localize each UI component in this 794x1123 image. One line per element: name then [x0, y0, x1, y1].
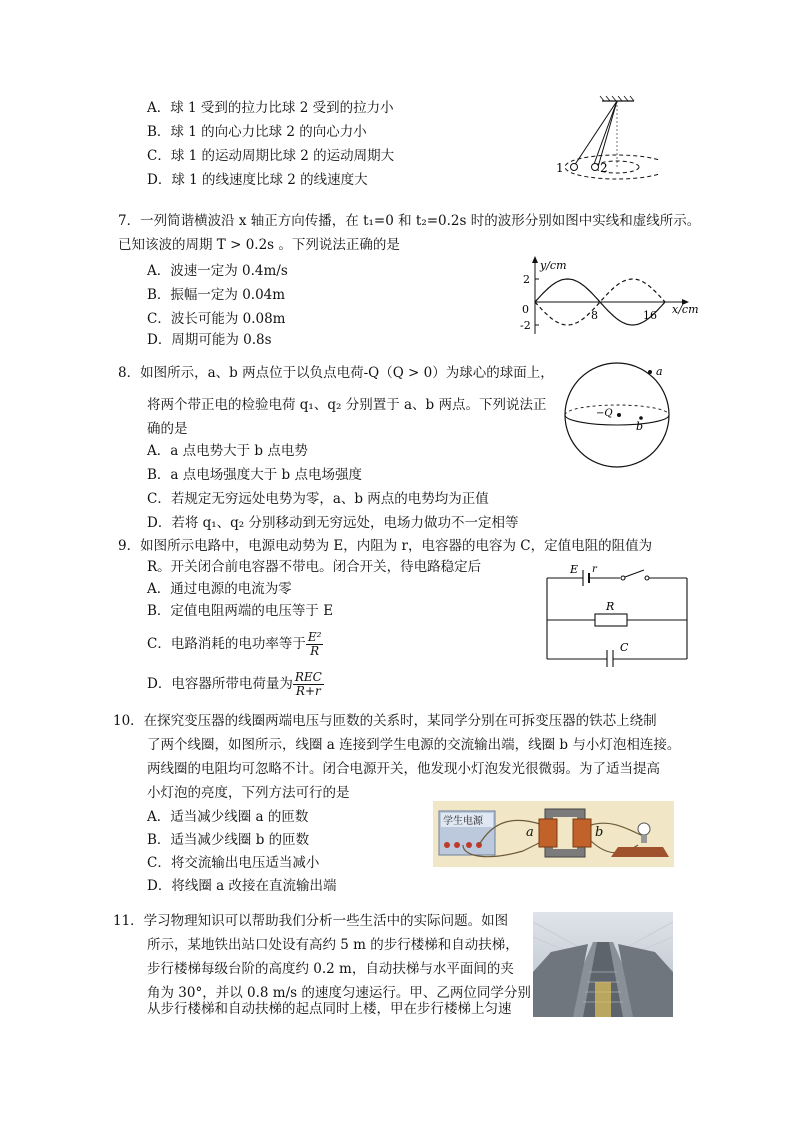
q10-option-b: B．适当减少线圈 b 的匝数 — [147, 832, 310, 848]
q9-option-a: A．通过电源的电流为零 — [147, 581, 292, 597]
q7-stem-line1: 7．一列简谐横波沿 x 轴正方向传播，在 t₁=0 和 t₂=0.2s 时的波形分别如图中实线和虚线所示。 — [118, 213, 701, 229]
circuit-label-r-internal: r — [592, 564, 597, 575]
circuit-label-c: C — [620, 641, 629, 654]
q7-stem-line2: 已知该波的周期 T > 0.2s 。下列说法正确的是 — [118, 237, 400, 253]
q7-option-a: A．波速一定为 0.4m/s — [147, 263, 288, 279]
q9-option-b: B．定值电阻两端的电压等于 E — [147, 603, 334, 619]
wave-ytick-minus2: -2 — [520, 319, 531, 332]
q9-option-c-numerator: E² — [307, 630, 322, 644]
q8-stem-line3: 确的是 — [147, 421, 188, 437]
coil-label-b: b — [595, 825, 604, 840]
q7-option-c: C．波长可能为 0.08m — [147, 311, 286, 327]
q9-option-d-text: D．电容器所带电荷量为 — [147, 676, 293, 692]
power-supply-label: 学生电源 — [443, 816, 483, 827]
circuit-figure — [540, 562, 695, 667]
circuit-label-e: E — [570, 563, 579, 576]
q8-stem-line2: 将两个带正电的检验电荷 q₁、q₂ 分别置于 a、b 两点。下列说法正 — [147, 397, 547, 413]
q10-option-d: D．将线圈 a 改接在直流输出端 — [147, 878, 337, 894]
circuit-label-r: R — [606, 600, 615, 613]
q11-stem-line2: 所示，某地铁出站口处设有高约 5 m 的步行楼梯和自动扶梯， — [147, 937, 519, 953]
q10-stem-line2: 了两个线圈，如图所示，线圈 a 连接到学生电源的交流输出端，线圈 b 与小灯泡相连接。 — [147, 737, 681, 753]
q7-option-b: B．振幅一定为 0.04m — [147, 287, 286, 303]
transformer-figure — [433, 801, 674, 867]
q9-option-c — [147, 628, 323, 660]
sphere-label-a: a — [656, 365, 663, 378]
q8-option-b: B．a 点电场强度大于 b 点电场强度 — [147, 467, 362, 483]
q9-option-c-fraction — [306, 631, 324, 658]
q6-option-d: D．球 1 的线速度比球 2 的线速度大 — [147, 172, 368, 188]
q6-option-b: B．球 1 的向心力比球 2 的向心力小 — [147, 124, 367, 140]
q9-option-c-text: C．电路消耗的电功率等于 — [147, 636, 306, 652]
q6-option-a: A．球 1 受到的拉力比球 2 受到的拉力小 — [147, 100, 394, 116]
pendulum-label-1: 1 — [556, 161, 564, 175]
q8-option-a: A．a 点电势大于 b 点电势 — [147, 443, 308, 459]
wave-chart — [510, 252, 710, 342]
q9-option-c-denominator: R — [310, 644, 320, 658]
wave-y-axis-label: y/cm — [540, 259, 567, 272]
coil-label-a: a — [526, 825, 534, 840]
q9-option-d-denominator: R+r — [295, 684, 321, 698]
q10-stem-line3: 两线圈的电阻均可忽略不计。闭合电源开关，他发现小灯泡发光很微弱。为了适当提高 — [147, 761, 660, 777]
wave-xtick-8: 8 — [591, 309, 598, 322]
sphere-label-q: −Q — [596, 408, 613, 419]
pendulum-label-2: 2 — [600, 161, 608, 175]
q11-stem-line5: 从步行楼梯和自动扶梯的起点同时上楼，甲在步行楼梯上匀速 — [147, 1001, 512, 1017]
wave-x-axis-label: x/cm — [672, 303, 699, 316]
wave-ytick-2: 2 — [523, 273, 530, 286]
q11-stem-line1: 11．学习物理知识可以帮助我们分析一些生活中的实际问题。如图 — [113, 913, 509, 929]
q7-option-d: D．周期可能为 0.8s — [147, 332, 272, 348]
q6-option-c: C．球 1 的运动周期比球 2 的运动周期大 — [147, 148, 395, 164]
q9-option-d-fraction — [293, 671, 324, 698]
q9-stem-line1: 9．如图所示电路中，电源电动势为 E，内阻为 r，电容器的电容为 C，定值电阻的阻值为 — [118, 538, 653, 554]
q10-stem-line1: 10．在探究变压器的线圈两端电压与匝数的关系时，某同学分别在可拆变压器的铁芯上绕制 — [113, 713, 657, 729]
charged-sphere-figure — [560, 358, 675, 473]
q8-option-d: D．若将 q₁、q₂ 分别移动到无穷远处，电场力做功不一定相等 — [147, 515, 519, 531]
q9-option-d — [147, 668, 324, 700]
q9-option-d-numerator: REC — [294, 670, 322, 684]
q11-stem-line3: 步行楼梯每级台阶的高度约 0.2 m，自动扶梯与水平面间的夹 — [147, 961, 514, 977]
wave-origin-label: 0 — [522, 303, 529, 316]
conical-pendulum-figure — [550, 95, 660, 190]
q8-stem-line1: 8．如图所示，a、b 两点位于以负点电荷-Q（Q > 0）为球心的球面上， — [118, 365, 554, 381]
escalator-photo — [533, 912, 673, 1017]
wave-xtick-16: 16 — [643, 309, 657, 322]
q10-option-c: C．将交流输出电压适当减小 — [147, 855, 320, 871]
sphere-label-b: b — [636, 420, 644, 433]
q11-stem-line4: 角为 30°，并以 0.8 m/s 的速度匀速运行。甲、乙两位同学分别 — [147, 985, 531, 1001]
q10-stem-line4: 小灯泡的亮度，下列方法可行的是 — [147, 785, 350, 801]
q9-stem-line2: R。开关闭合前电容器不带电。闭合开关，待电路稳定后 — [147, 559, 482, 575]
q8-option-c: C．若规定无穷远处电势为零，a、b 两点的电势均为正值 — [147, 491, 489, 507]
q10-option-a: A．适当减少线圈 a 的匝数 — [147, 809, 309, 825]
